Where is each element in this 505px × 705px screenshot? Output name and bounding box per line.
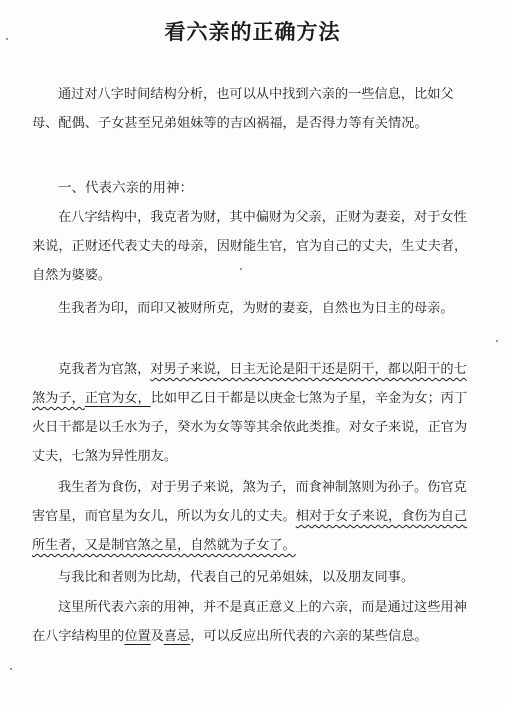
intro-paragraph: 通过对八字时间结构分析，也可以从中找到六亲的一些信息，比如父母、配偶、子女甚至兄弟姐妹等的吉凶祸福，是否得力等有关情况。 <box>32 87 454 131</box>
paragraph-wealth: 在八字结构中，我克者为财，其中偏财为父亲，正财为妻妾，对于女性来说，正财还代表丈夫的母亲，因财能生官，官为自己的丈夫，生丈夫者，自然为婆婆。 <box>32 210 468 283</box>
paragraph-siblings: 与我比和者则为比劫，代表自己的兄弟姐妹，以及朋友同事。 <box>58 570 415 585</box>
page-title: 看六亲的正确方法 <box>164 20 341 44</box>
section-heading: 一、代表六亲的用神： <box>58 180 193 196</box>
summary-text-c: ，可以反应出所代表的六亲的某些信息。 <box>190 629 428 644</box>
summary-text-a: 这里所代表六亲的用神，并不是真正意义上的六亲，而是通过这些用神在八字结构里的 <box>32 600 467 644</box>
paragraph-summary <box>32 593 472 651</box>
scan-speck <box>240 268 242 270</box>
officer-intro-text: 克我者为官煞， <box>58 362 151 377</box>
underlined-female-children: 相对于女子来说，食伤为自己所生者，又是制官煞之星，自然就为子女了。 <box>32 509 468 553</box>
underlined-position: 位置 <box>124 629 151 644</box>
paragraph-output <box>32 473 472 560</box>
scan-speck <box>6 38 8 40</box>
summary-text-b: 及 <box>150 629 164 644</box>
underlined-male-children: 对男子来说，日主无论是阳干还是阴干，都以阳干的七煞为子， <box>32 362 467 406</box>
scan-speck <box>496 340 498 342</box>
officer-detail-text: 比如甲乙日干都是以庚金七煞为子星，辛金为女；丙丁火日干都是以壬水为子，癸水为女等等其余依此类推。对女子来说，正官为丈夫，七煞为异性朋友。 <box>32 391 468 464</box>
underlined-favor: 喜忌 <box>163 629 191 644</box>
paragraph-officer <box>32 355 472 471</box>
paragraph-seal: 生我者为印，而印又被财所克，为财的妻妾，自然也为日主的母亲。 <box>58 301 454 316</box>
output-text: 我生者为食伤，对于男子来说，煞为子，而食神制煞则为孙子。伤官克害官星，而官星为女儿，所以为女儿的丈夫。 <box>32 480 467 524</box>
scan-speck <box>10 668 12 670</box>
underlined-daughter: 正官为女， <box>84 391 151 406</box>
